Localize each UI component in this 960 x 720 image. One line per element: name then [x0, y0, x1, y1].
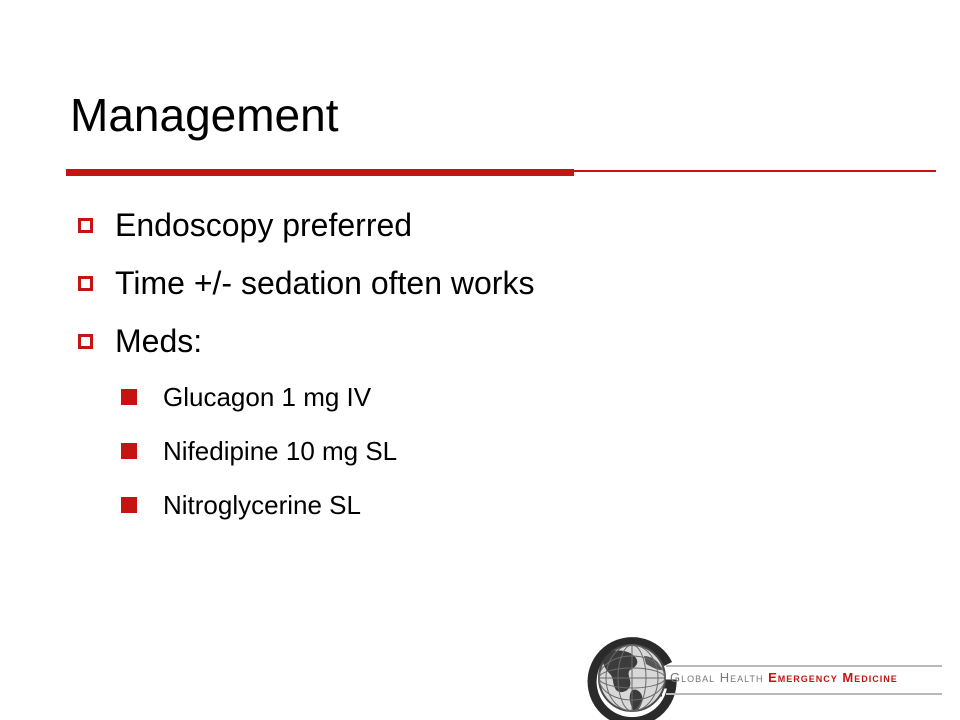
logo-text-emergency-medicine: Emergency Medicine: [768, 670, 898, 685]
bullet-list: [74, 196, 534, 532]
sub-bullet-list: [74, 370, 534, 532]
bullet-item: [74, 196, 534, 254]
bullet-item: [74, 254, 534, 312]
sub-bullet-text: Nifedipine 10 mg SL: [163, 436, 398, 466]
bullet-item: [74, 312, 534, 370]
slide-title: Management: [70, 89, 339, 141]
logo-text-global-health: Global Health: [670, 670, 764, 685]
bullet-text: Endoscopy preferred: [115, 207, 413, 243]
sub-bullet-group: [74, 370, 534, 532]
title-underline-thin: [574, 170, 936, 172]
hollow-square-bullet-icon: [78, 276, 93, 291]
sub-bullet-item: [74, 370, 534, 424]
bullet-text: Meds:: [115, 323, 203, 359]
logo-rule-top: [666, 665, 942, 667]
sub-bullet-item: [74, 424, 534, 478]
sub-bullet-item: [74, 478, 534, 532]
filled-square-bullet-icon: [121, 497, 137, 513]
hollow-square-bullet-icon: [78, 218, 93, 233]
filled-square-bullet-icon: [121, 389, 137, 405]
globe-g-icon: [586, 634, 682, 720]
global-health-emergency-medicine-logo: [586, 634, 960, 720]
sub-bullet-text: Nitroglycerine SL: [163, 490, 361, 520]
filled-square-bullet-icon: [121, 443, 137, 459]
sub-bullet-text: Glucagon 1 mg IV: [163, 382, 372, 412]
logo-wordmark: [670, 671, 898, 684]
hollow-square-bullet-icon: [78, 334, 93, 349]
title-underline-thick: [66, 169, 574, 176]
logo-rule-bottom: [666, 693, 942, 695]
bullet-text: Time +/- sedation often works: [115, 265, 535, 301]
